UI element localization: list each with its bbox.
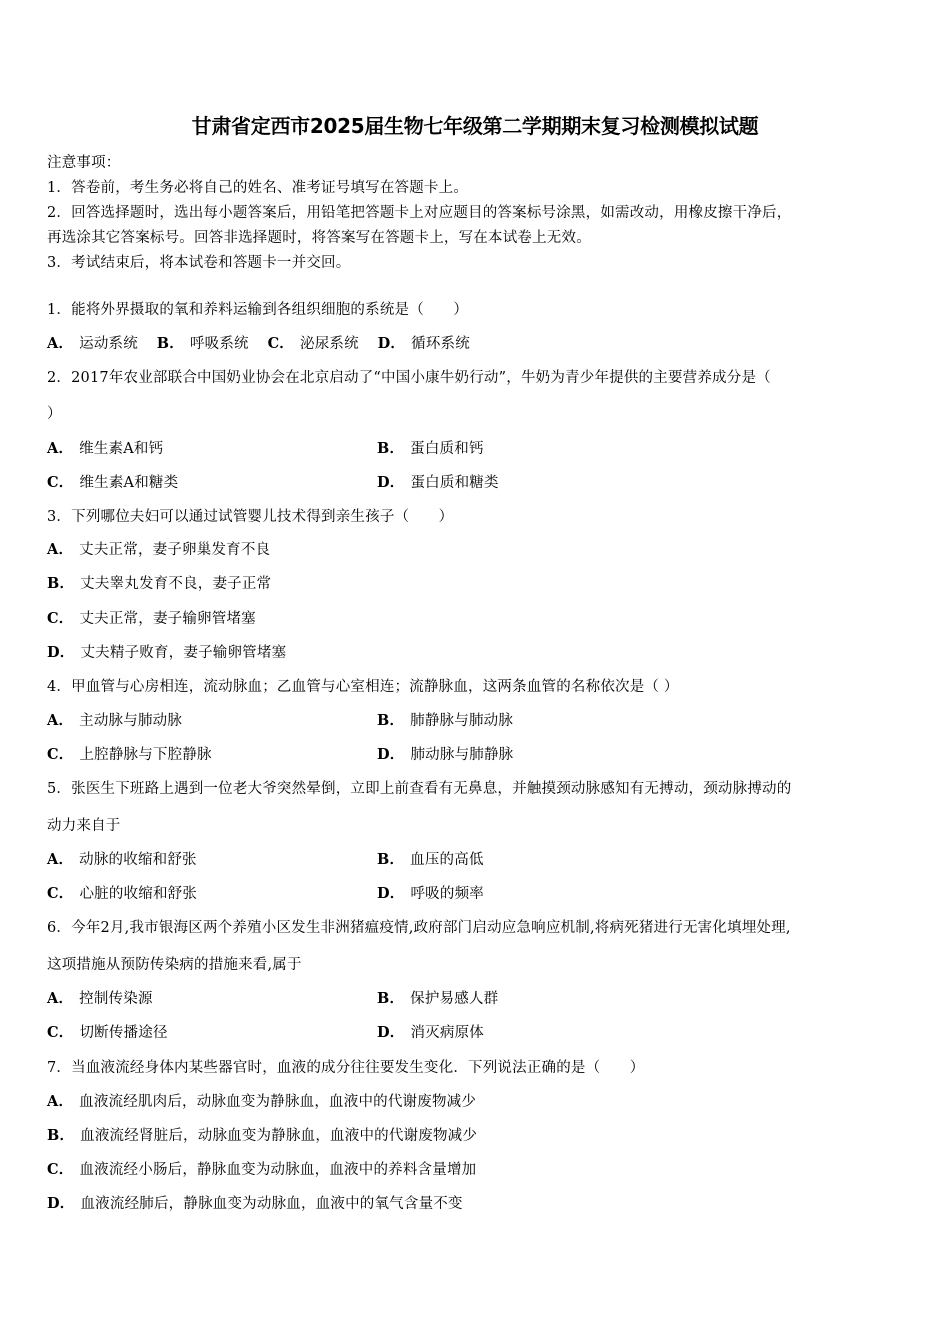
notice-item: 3．考试结束后，将本试卷和答题卡一并交回。 bbox=[47, 255, 351, 271]
question-5-option-d: D． 呼吸的频率 bbox=[377, 885, 484, 902]
question-3-option-a: A． 丈夫正常，妻子卵巢发育不良 bbox=[47, 541, 271, 558]
question-6-option-b: B． 保护易感人群 bbox=[377, 990, 499, 1007]
notice-item: 再选涂其它答案标号。回答非选择题时，将答案写在答题卡上，写在本试卷上无效。 bbox=[47, 230, 591, 246]
question-1-option-d: D． 循环系统 bbox=[377, 335, 470, 352]
question-4-option-a: A． 主动脉与肺动脉 bbox=[47, 712, 183, 729]
question-4-option-d: D． 肺动脉与肺静脉 bbox=[377, 746, 514, 763]
question-2-option-a: A． 维生素A和钙 bbox=[47, 440, 164, 457]
question-6-option-d: D． 消灭病原体 bbox=[377, 1024, 484, 1041]
question-2-stem-cont: ） bbox=[47, 406, 62, 422]
question-1-options bbox=[47, 327, 897, 361]
question-4-option-c: C． 上腔静脉与下腔静脉 bbox=[47, 746, 212, 763]
question-5-stem-cont: 动力来自于 bbox=[47, 818, 121, 834]
question-6-option-a: A． 控制传染源 bbox=[47, 990, 153, 1007]
question-3-option-b: B． 丈夫睾丸发育不良，妻子正常 bbox=[47, 575, 272, 592]
question-5-option-b: B． 血压的高低 bbox=[377, 851, 484, 868]
question-7-option-d: D． 血液流经肺后，静脉血变为动脉血，血液中的氧气含量不变 bbox=[47, 1195, 463, 1212]
question-7-option-b: B． 血液流经肾脏后，动脉血变为静脉血，血液中的代谢废物减少 bbox=[47, 1127, 478, 1144]
question-1-stem: 1．能将外界摄取的氧和养料运输到各组织细胞的系统是（ ） bbox=[47, 302, 469, 318]
question-5-option-a: A． 动脉的收缩和舒张 bbox=[47, 851, 197, 868]
question-7-option-c: C． 血液流经小肠后，静脉血变为动脉血，血液中的养料含量增加 bbox=[47, 1161, 477, 1178]
question-2-stem: 2．2017年农业部联合中国奶业协会在北京启动了“中国小康牛奶行动”，牛奶为青少年提供的主要营养成分是（ bbox=[47, 370, 771, 386]
notice-item: 2．回答选择题时，选出每小题答案后，用铅笔把答题卡上对应题目的答案标号涂黑，如需改动，用橡皮擦干净后， bbox=[47, 205, 792, 221]
notice-heading: 注意事项： bbox=[47, 155, 121, 171]
question-6-stem-cont: 这项措施从预防传染病的措施来看,属于 bbox=[47, 957, 302, 973]
question-2-option-c: C． 维生素A和糖类 bbox=[47, 474, 179, 491]
question-1-option-c: C． 泌尿系统 bbox=[267, 335, 359, 352]
question-2-option-b: B． 蛋白质和钙 bbox=[377, 440, 484, 457]
question-5-stem: 5．张医生下班路上遇到一位老大爷突然晕倒，立即上前查看有无鼻息，并触摸颈动脉感知有无搏动，颈动脉搏动的 bbox=[47, 781, 792, 797]
question-3-option-d: D． 丈夫精子败育，妻子输卵管堵塞 bbox=[47, 644, 287, 661]
question-1-option-a: A． 运动系统 bbox=[47, 335, 138, 352]
question-4-option-b: B． 肺静脉与肺动脉 bbox=[377, 712, 514, 729]
question-6-stem: 6．今年2月,我市银海区两个养殖小区发生非洲猪瘟疫情,政府部门启动应急响应机制,将病死猪进行无害化填埋处理, bbox=[47, 920, 791, 936]
question-3-option-c: C． 丈夫正常，妻子输卵管堵塞 bbox=[47, 610, 256, 627]
page-title: 甘肃省定西市2025届生物七年级第二学期期末复习检测模拟试题 bbox=[191, 114, 759, 138]
question-4-stem: 4．甲血管与心房相连，流动脉血；乙血管与心室相连；流静脉血，这两条血管的名称依次是（ ） bbox=[47, 679, 679, 695]
question-2-option-d: D． 蛋白质和糖类 bbox=[377, 474, 499, 491]
question-5-option-c: C． 心脏的收缩和舒张 bbox=[47, 885, 198, 902]
question-3-stem: 3．下列哪位夫妇可以通过试管婴儿技术得到亲生孩子（ ） bbox=[47, 509, 454, 525]
question-7-stem: 7．当血液流经身体内某些器官时，血液的成分往往要发生变化．下列说法正确的是（ ） bbox=[47, 1060, 645, 1076]
question-6-option-c: C． 切断传播途径 bbox=[47, 1024, 168, 1041]
question-1-option-b: B． 呼吸系统 bbox=[156, 335, 249, 352]
notice-item: 1．答卷前，考生务必将自己的姓名、准考证号填写在答题卡上。 bbox=[47, 180, 469, 196]
notice-section bbox=[47, 151, 897, 276]
question-7-option-a: A． 血液流经肌肉后，动脉血变为静脉血，血液中的代谢废物减少 bbox=[47, 1093, 477, 1110]
